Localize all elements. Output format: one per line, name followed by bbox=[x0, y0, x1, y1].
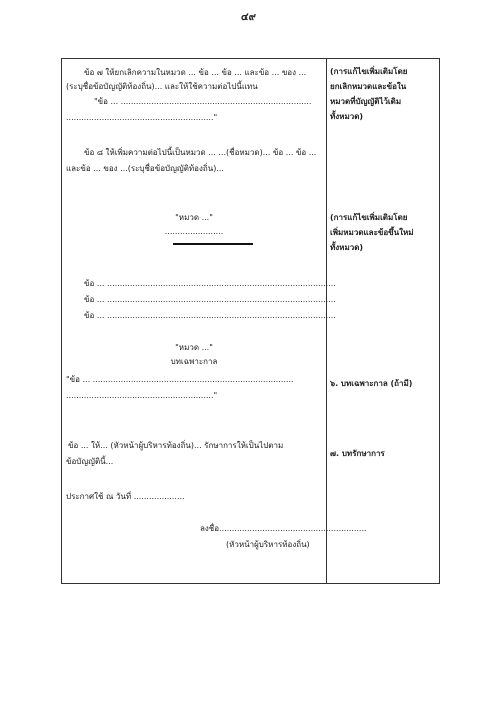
signature-line: ลงชื่อ.......................................................... bbox=[200, 524, 367, 533]
chapter-name: ....................... bbox=[164, 227, 224, 236]
signer-title: (หัวหน้าผู้บริหารท้องถิ่น) bbox=[226, 540, 310, 549]
clause-7-line-4: .........................................................." bbox=[66, 113, 218, 122]
announcement-date: ประกาศใช้ ณ วันที่ .................... bbox=[66, 492, 185, 501]
enforcement-line-1: ข้อ ... ให้... (หัวหน้าผู้บริหารท้องถิ่น)... รักษาการให้เป็นไปตาม bbox=[68, 441, 284, 450]
chapter-heading: "หมวด ..." bbox=[175, 213, 213, 222]
clause-7-line-2: (ระบุชื่อข้อบัญญัติท้องถิ่น)... และให้ใช้ความต่อไปนี้แทน bbox=[66, 82, 258, 91]
form-table bbox=[61, 58, 440, 584]
new-item-3: ข้อ ... .......................................................................................... bbox=[84, 311, 336, 320]
clause-8-line-1: ข้อ ๘ ให้เพิ่มความต่อไปนี้เป็นหมวด ... ...(ชื่อหมวด)... ข้อ ... ข้อ ... bbox=[84, 148, 317, 157]
clause-7-line-3: "ข้อ ... ........................................................................... bbox=[94, 97, 312, 106]
column-divider bbox=[326, 59, 327, 583]
enforcement-line-2: ข้อบัญญัตินี้... bbox=[66, 457, 114, 466]
clause-8-line-2: และข้อ ... ของ ...(ระบุชื่อข้อบัญญัติท้องถิ่น)... bbox=[66, 164, 224, 173]
transitional-line-1: "ข้อ ... ............................................................................... bbox=[66, 375, 294, 384]
transitional-line-2: .........................................................." bbox=[66, 391, 218, 400]
note-repeal-amend: (การแก้ไขเพิ่มเติมโดย ยกเลิกหมวดและข้อใน หมวดที่บัญญัติไว้เดิม ทั้งหมวด) bbox=[330, 67, 408, 121]
chapter-underline bbox=[173, 243, 253, 245]
note-transitional: ๖. บทเฉพาะกาล (ถ้ามี) bbox=[330, 379, 413, 388]
page-number: ๔๙ bbox=[241, 12, 256, 23]
new-item-1: ข้อ ... .......................................................................................... bbox=[84, 279, 336, 288]
note-add-chapter: (การแก้ไขเพิ่มเติมโดย เพิ่มหมวดและข้อขึ้นใหม่ ทั้งหมวด) bbox=[330, 213, 414, 252]
transitional-chapter-heading: "หมวด ..." bbox=[175, 343, 213, 352]
clause-7-line-1: ข้อ ๗ ให้ยกเลิกความในหมวด ... ข้อ ... ข้อ ... และข้อ ... ของ ... bbox=[84, 68, 307, 77]
note-enforcement: ๗. บทรักษาการ bbox=[330, 449, 385, 458]
new-item-2: ข้อ ... .......................................................................................... bbox=[84, 295, 336, 304]
transitional-chapter-name: บทเฉพาะกาล bbox=[170, 357, 218, 366]
